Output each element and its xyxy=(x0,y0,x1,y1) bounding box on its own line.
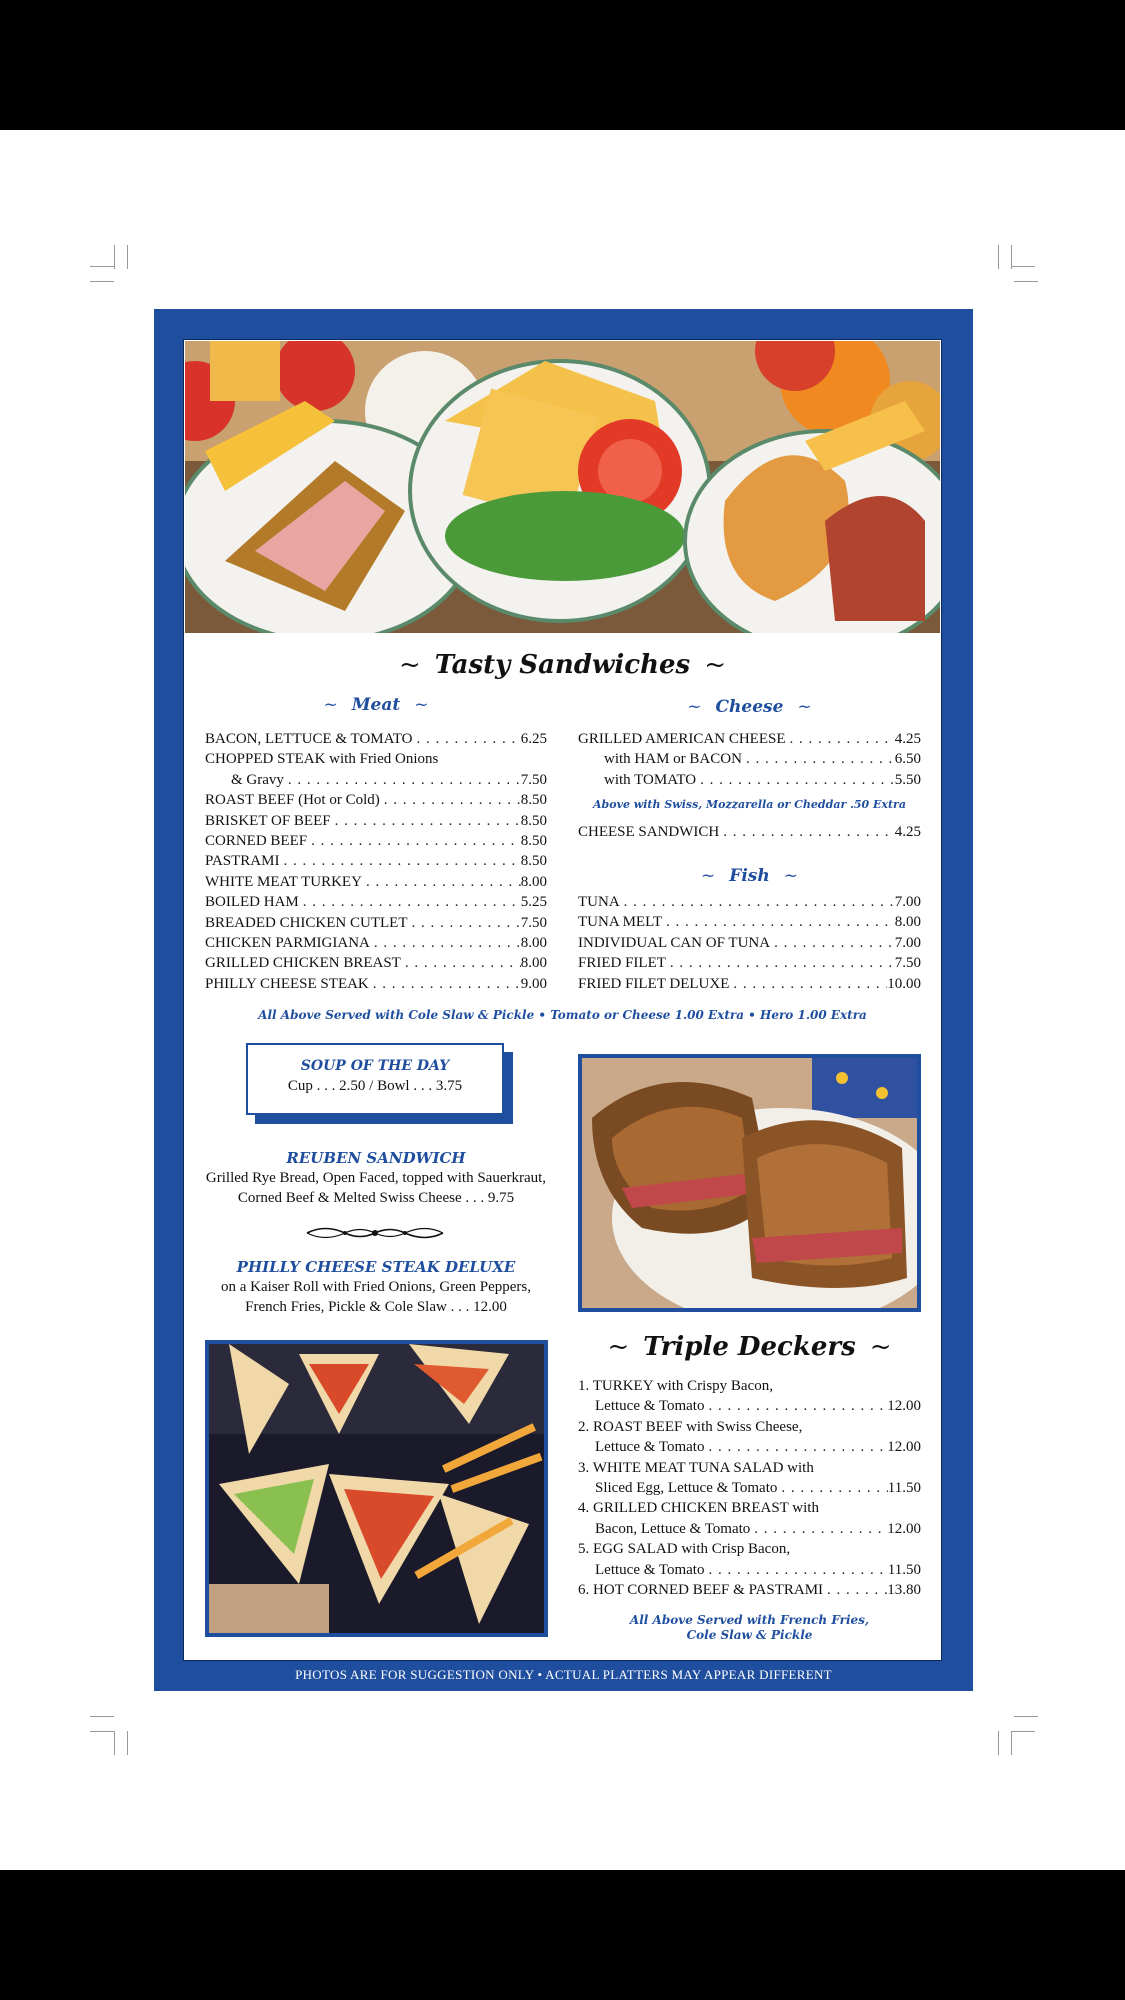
reuben-title: REUBEN SANDWICH xyxy=(286,1149,466,1167)
menu-item: Bacon, Lettuce & Tomato . . . 12.00 xyxy=(578,1519,921,1539)
philly-deluxe-block xyxy=(190,1257,562,1317)
soup-of-the-day-box xyxy=(246,1043,504,1115)
philly-deluxe-line1: on a Kaiser Roll with Fried Onions, Green Peppers, xyxy=(221,1279,531,1295)
section-title-tasty-sandwiches: ~ Tasty Sandwiches ~ xyxy=(399,650,726,680)
fish-heading: ~ Fish ~ xyxy=(701,866,798,886)
menu-item: GRILLED CHICKEN BREAST . . . 8.00 xyxy=(205,953,547,973)
crop-mark-bottom-right xyxy=(998,1716,1038,1756)
section-title-triple-deckers: ~ Triple Deckers ~ xyxy=(607,1332,892,1362)
menu-item: TUNA . . . 7.00 xyxy=(578,892,921,912)
menu-item: Lettuce & Tomato . . . 12.00 xyxy=(578,1396,921,1416)
meat-list xyxy=(205,729,547,994)
menu-item: GRILLED AMERICAN CHEESE . . . 4.25 xyxy=(578,729,921,749)
cheese-heading: ~ Cheese ~ xyxy=(687,697,812,717)
menu-item: & Gravy . . . 7.50 xyxy=(205,770,547,790)
menu-item: 1. TURKEY with Crispy Bacon, xyxy=(578,1378,773,1394)
menu-item: BACON, LETTUCE & TOMATO . . . 6.25 xyxy=(205,729,547,749)
philly-deluxe-line2: French Fries, Pickle & Cole Slaw . . . 12.00 xyxy=(245,1299,507,1315)
cheese-extra-note: Above with Swiss, Mozzarella or Cheddar .50 Extra xyxy=(593,798,906,811)
menu-item: Lettuce & Tomato . . . 11.50 xyxy=(578,1560,921,1580)
menu-item: ROAST BEEF (Hot or Cold) . . . 8.50 xyxy=(205,790,547,810)
menu-item: PHILLY CHEESE STEAK . . . 9.00 xyxy=(205,974,547,994)
menu-item: WHITE MEAT TURKEY . . . 8.00 xyxy=(205,872,547,892)
menu-item: 5. EGG SALAD with Crisp Bacon, xyxy=(578,1541,791,1558)
reuben-sandwich-block xyxy=(190,1148,562,1208)
menu-item: CORNED BEEF . . . 8.50 xyxy=(205,831,547,851)
meat-heading: ~ Meat ~ xyxy=(323,695,429,715)
menu-item: INDIVIDUAL CAN OF TUNA . . . 7.00 xyxy=(578,933,921,953)
menu-item: 6. HOT CORNED BEEF & PASTRAMI . . . 13.80 xyxy=(578,1580,921,1600)
reuben-desc-line1: Grilled Rye Bread, Open Faced, topped with Sauerkraut, xyxy=(205,1170,547,1186)
menu-item: Sliced Egg, Lettuce & Tomato . . . 11.50 xyxy=(578,1478,921,1498)
menu-item: BOILED HAM . . . 5.25 xyxy=(205,892,547,912)
fish-list xyxy=(578,892,921,994)
top-black-bar xyxy=(0,0,1125,130)
menu-item: 3. WHITE MEAT TUNA SALAD with xyxy=(578,1459,814,1476)
bottom-black-bar xyxy=(0,1870,1125,2000)
menu-item: with TOMATO . . . 5.50 xyxy=(578,770,921,790)
menu-item: PASTRAMI . . . 8.50 xyxy=(205,851,547,871)
philly-deluxe-title: PHILLY CHEESE STEAK DELUXE xyxy=(236,1258,516,1276)
menu-item: with HAM or BACON . . . 6.50 xyxy=(578,749,921,769)
reuben-desc-line2: Corned Beef & Melted Swiss Cheese . . . 9.75 xyxy=(237,1190,515,1206)
served-with-note: All Above Served with Cole Slaw & Pickle • Tomato or Cheese 1.00 Extra • Hero 1.00 Extra xyxy=(258,1008,867,1022)
menu-item: Lettuce & Tomato . . . 12.00 xyxy=(578,1437,921,1457)
photo-disclaimer-footer: PHOTOS ARE FOR SUGGESTION ONLY • ACTUAL PLATTERS MAY APPEAR DIFFERENT xyxy=(295,1667,832,1682)
menu-item: FRIED FILET . . . 7.50 xyxy=(578,953,921,973)
crop-mark-top-left xyxy=(90,245,130,285)
triple-deckers-note: All Above Served with French Fries, Cole Slaw & Pickle xyxy=(629,1613,870,1642)
soup-prices: Cup . . . 2.50 / Bowl . . . 3.75 xyxy=(287,1078,463,1094)
cheese-sandwich-row xyxy=(578,822,921,842)
menu-item: TUNA MELT . . . 8.00 xyxy=(578,912,921,932)
menu-item: BRISKET OF BEEF . . . 8.50 xyxy=(205,811,547,831)
hero-food-photo xyxy=(185,341,940,633)
crop-mark-bottom-left xyxy=(90,1716,130,1756)
menu-item: FRIED FILET DELUXE . . . 10.00 xyxy=(578,974,921,994)
crop-mark-top-right xyxy=(998,245,1038,285)
soup-title: SOUP OF THE DAY xyxy=(300,1058,450,1074)
triple-deckers-list xyxy=(578,1376,921,1600)
ornament-divider xyxy=(305,1224,445,1242)
menu-item: 4. GRILLED CHICKEN BREAST with xyxy=(578,1500,819,1517)
reuben-photo xyxy=(578,1054,921,1312)
club-sandwich-photo xyxy=(205,1340,548,1637)
menu-item: BREADED CHICKEN CUTLET . . . 7.50 xyxy=(205,913,547,933)
menu-item: CHOPPED STEAK with Fried Onions xyxy=(205,751,439,768)
menu-item: CHICKEN PARMIGIANA . . . 8.00 xyxy=(205,933,547,953)
menu-item: CHEESE SANDWICH . . . 4.25 xyxy=(578,822,921,842)
cheese-list xyxy=(578,729,921,790)
tasty-sandwiches-text: Tasty Sandwiches xyxy=(434,650,691,680)
menu-item: 2. ROAST BEEF with Swiss Cheese, xyxy=(578,1418,803,1435)
triple-deckers-text: Triple Deckers xyxy=(643,1332,856,1362)
